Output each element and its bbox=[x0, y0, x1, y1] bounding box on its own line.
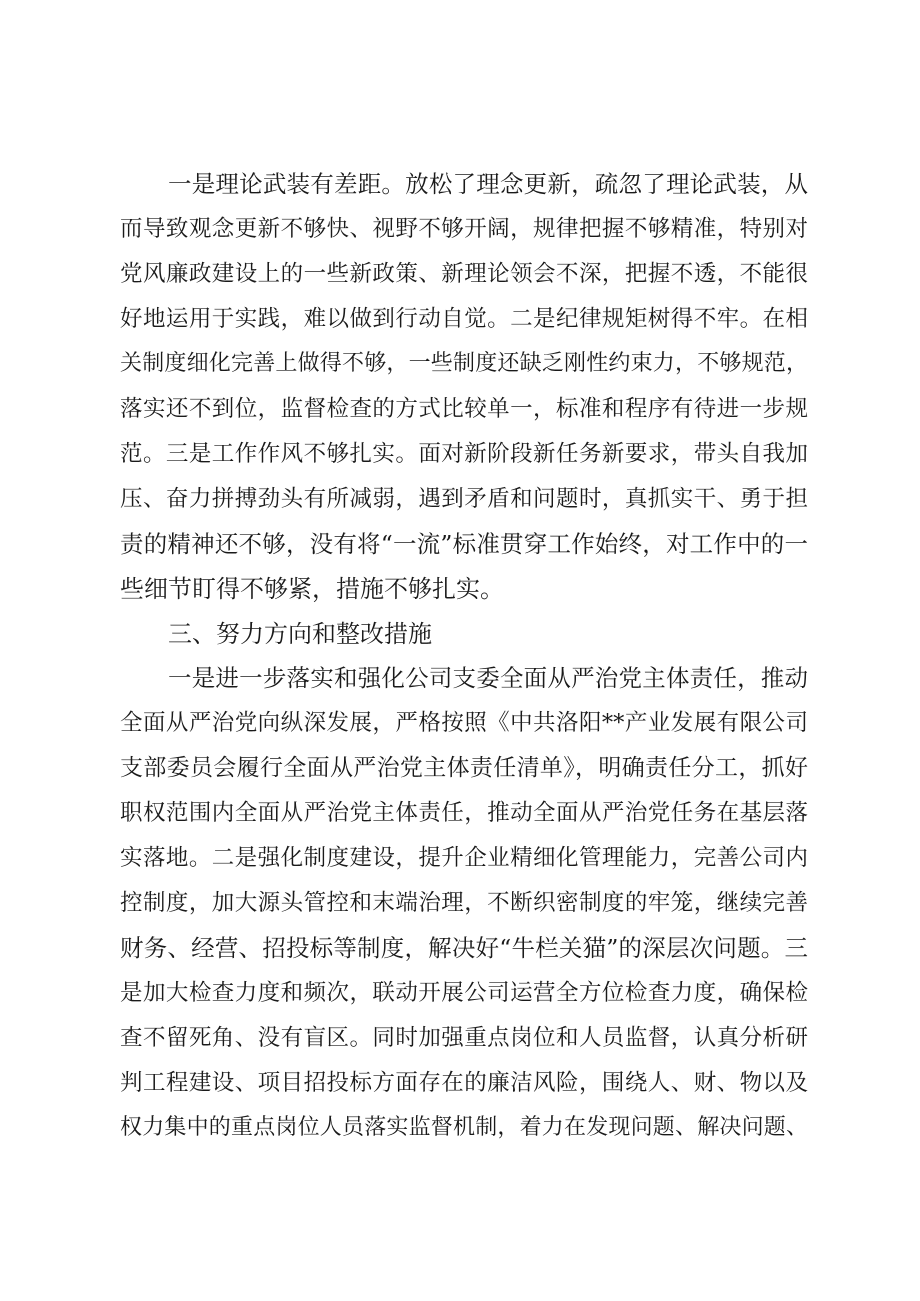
paragraph-line: 财务、经营、招投标等制度，解决好“牛栏关猫”的深层次问题。三 bbox=[120, 934, 808, 962]
paragraph-line: 权力集中的重点岗位人员落实监督机制，着力在发现问题、解决问题、 bbox=[120, 1115, 808, 1140]
section-heading: 三、努力方向和整改措施 bbox=[168, 620, 432, 648]
paragraph-line: 支部委员会履行全面从严治党主体责任清单》，明确责任分工，抓好 bbox=[120, 755, 808, 781]
paragraph-line: 全面从严治党向纵深发展，严格按照《中共洛阳**产业发展有限公司 bbox=[120, 710, 808, 736]
paragraph-line: 落实还不到位，监督检查的方式比较单一，标准和程序有待进一步规 bbox=[120, 396, 808, 422]
paragraph-line: 范。三是工作作风不够扎实。面对新阶段新任务新要求，带头自我加 bbox=[120, 441, 808, 467]
paragraph-line: 控制度，加大源头管控和末端治理，不断织密制度的牢笼，继续完善 bbox=[120, 890, 808, 916]
paragraph-line: 好地运用于实践，难以做到行动自觉。二是纪律规矩树得不牢。在相 bbox=[120, 306, 808, 332]
paragraph-line: 压、奋力拼搏劲头有所减弱，遇到矛盾和问题时，真抓实干、勇于担 bbox=[120, 486, 808, 512]
paragraph-line: 些细节盯得不够紧，措施不够扎实。 bbox=[120, 575, 504, 603]
paragraph-line: 责的精神还不够，没有将“一流”标准贯穿工作始终，对工作中的一 bbox=[120, 530, 808, 558]
paragraph-line: 查不留死角、没有盲区。同时加强重点岗位和人员监督，认真分析研 bbox=[120, 1025, 808, 1051]
paragraph-line: 一是进一步落实和强化公司支委全面从严治党主体责任，推动 bbox=[168, 664, 808, 692]
paragraph-line: 一是理论武装有差距。放松了理念更新，疏忽了理论武装，从 bbox=[168, 170, 808, 198]
paragraph-line: 职权范围内全面从严治党主体责任，推动全面从严治党任务在基层落 bbox=[120, 800, 808, 826]
paragraph-line: 而导致观念更新不够快、视野不够开阔，规律把握不够精准，特别对 bbox=[120, 216, 808, 242]
paragraph-line: 是加大检查力度和频次，联动开展公司运营全方位检查力度，确保检 bbox=[120, 980, 808, 1006]
paragraph-line: 判工程建设、项目招投标方面存在的廉洁风险，围绕人、财、物以及 bbox=[120, 1070, 808, 1096]
paragraph-line: 实落地。二是强化制度建设，提升企业精细化管理能力，完善公司内 bbox=[120, 845, 808, 871]
paragraph-line: 党风廉政建设上的一些新政策、新理论领会不深，把握不透，不能很 bbox=[120, 261, 808, 287]
paragraph-line: 关制度细化完善上做得不够，一些制度还缺乏刚性约束力，不够规范， bbox=[120, 351, 808, 376]
